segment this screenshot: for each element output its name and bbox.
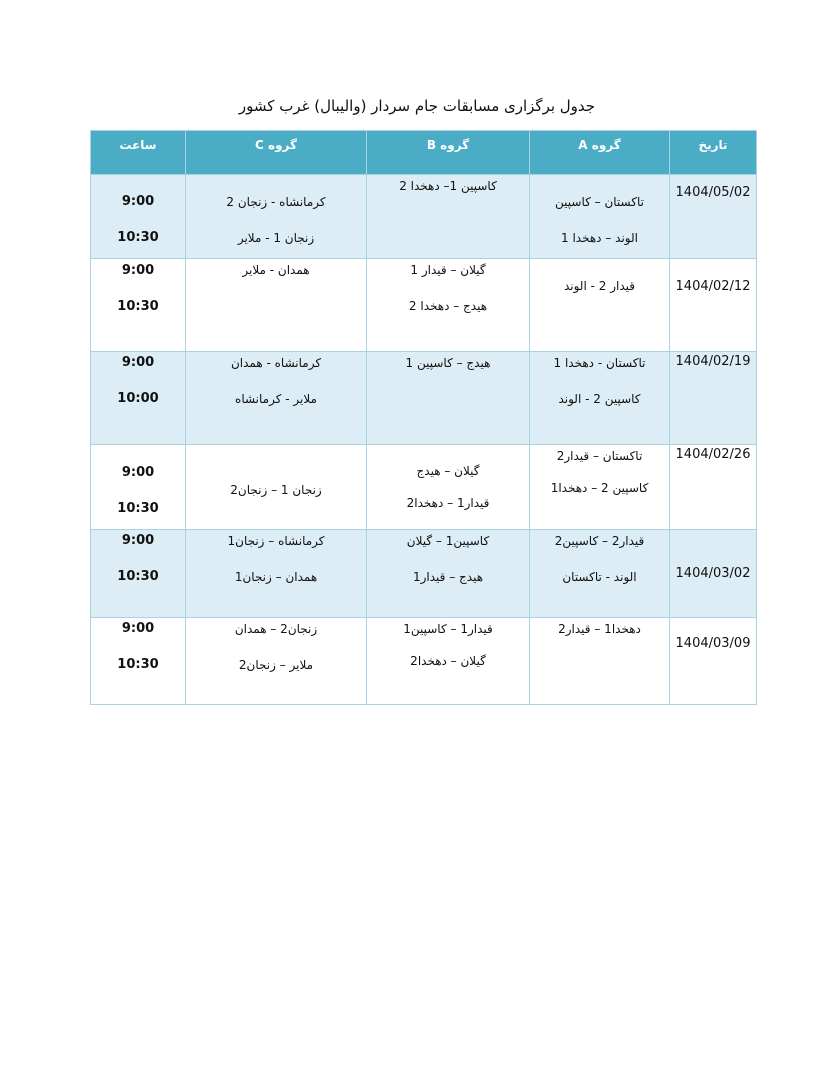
time-value: 10:30 [117, 569, 159, 584]
match-line: کاسپین 2 - الوند [558, 392, 641, 406]
match-line: زنجان 1 - ملایر [237, 231, 315, 245]
match-line: کاسپین1 – گیلان [406, 534, 490, 548]
match-line: تاکستان - دهخدا 1 [553, 356, 646, 370]
match-line: قیدار1 – کاسپین1 [403, 622, 493, 636]
group-c-matches [186, 445, 367, 530]
schedule-table [90, 130, 757, 705]
group-c-matches [186, 352, 367, 445]
match-line: کاسپین 2 – دهخدا1 [550, 481, 649, 495]
header-group-a: گروه A [530, 131, 670, 175]
time-value: 9:00 [121, 263, 155, 278]
table-row [91, 259, 757, 352]
match-line: الوند - تاکستان [562, 570, 637, 584]
match-line: هیدج – دهخدا 2 [408, 299, 488, 313]
group-a-matches [530, 445, 670, 530]
match-line: هیدج – قیدار1 [412, 570, 484, 584]
match-line: کرمانشاه – زنجان1 [227, 534, 325, 548]
match-line: دهخدا1 – قیدار2 [558, 622, 641, 636]
table-row [91, 352, 757, 445]
match-date: 1404/02/19 [670, 352, 757, 445]
group-c-matches [186, 530, 367, 618]
time-value: 9:00 [121, 355, 155, 370]
match-line: گیلان – هیدج [416, 464, 480, 478]
match-line: زنجان2 – همدان [234, 622, 318, 636]
match-line: قیدار1 – دهخدا2 [406, 496, 490, 510]
header-row [91, 131, 757, 175]
group-b-matches [367, 445, 530, 530]
match-date: 1404/03/02 [670, 530, 757, 618]
page-title: جدول برگزاری مسابقات جام سردار (والیبال) غرب کشور [238, 97, 596, 115]
match-times [91, 175, 186, 259]
match-line: گیلان – قیدار 1 [410, 263, 486, 277]
time-value: 10:30 [117, 230, 159, 245]
group-b-matches [367, 618, 530, 705]
match-date: 1404/02/12 [670, 259, 757, 352]
match-line: کاسپین 1– دهخدا 2 [399, 179, 497, 193]
match-times [91, 445, 186, 530]
header-time: ساعت [91, 131, 186, 175]
match-date: 1404/02/26 [670, 445, 757, 530]
time-value: 9:00 [121, 465, 155, 480]
match-date: 1404/03/09 [670, 618, 757, 705]
group-a-matches [530, 352, 670, 445]
table-row [91, 530, 757, 618]
time-value: 9:00 [121, 621, 155, 636]
match-line: کرمانشاه - همدان [230, 356, 322, 370]
match-line: الوند – دهخدا 1 [561, 231, 638, 245]
match-line: قیدار2 – کاسپین2 [554, 534, 645, 548]
group-b-matches [367, 175, 530, 259]
group-c-matches [186, 175, 367, 259]
time-value: 10:30 [117, 299, 159, 314]
match-times [91, 352, 186, 445]
match-line: همدان - ملایر [242, 263, 310, 277]
time-value: 10:30 [117, 501, 159, 516]
match-times [91, 259, 186, 352]
group-a-matches [530, 530, 670, 618]
match-date: 1404/05/02 [670, 175, 757, 259]
time-value: 9:00 [121, 533, 155, 548]
match-line: ملایر - کرمانشاه [235, 392, 317, 406]
header-group-c: گروه C [186, 131, 367, 175]
time-value: 10:00 [117, 391, 159, 406]
match-line: قیدار 2 - الوند [563, 279, 636, 293]
match-line: هیدج – کاسپین 1 [405, 356, 491, 370]
group-b-matches [367, 352, 530, 445]
group-b-matches [367, 259, 530, 352]
table-row [91, 445, 757, 530]
group-a-matches [530, 618, 670, 705]
match-line: گیلان – دهخدا2 [410, 654, 486, 668]
header-group-b: گروه B [367, 131, 530, 175]
table-row [91, 175, 757, 259]
time-value: 10:30 [117, 657, 159, 672]
match-line: کرمانشاه - زنجان 2 [226, 195, 326, 209]
table-row [91, 618, 757, 705]
group-b-matches [367, 530, 530, 618]
group-a-matches [530, 259, 670, 352]
match-times [91, 530, 186, 618]
group-c-matches [186, 618, 367, 705]
time-value: 9:00 [121, 194, 155, 209]
match-line: تاکستان – قیدار2 [556, 449, 643, 463]
group-a-matches [530, 175, 670, 259]
match-line: همدان – زنجان1 [234, 570, 318, 584]
match-line: ملایر – زنجان2 [238, 658, 314, 672]
group-c-matches [186, 259, 367, 352]
match-line: زنجان 1 – زنجان2 [230, 483, 322, 497]
header-date: تاریخ [670, 131, 757, 175]
match-line: تاکستان – کاسپین [555, 195, 644, 209]
match-times [91, 618, 186, 705]
